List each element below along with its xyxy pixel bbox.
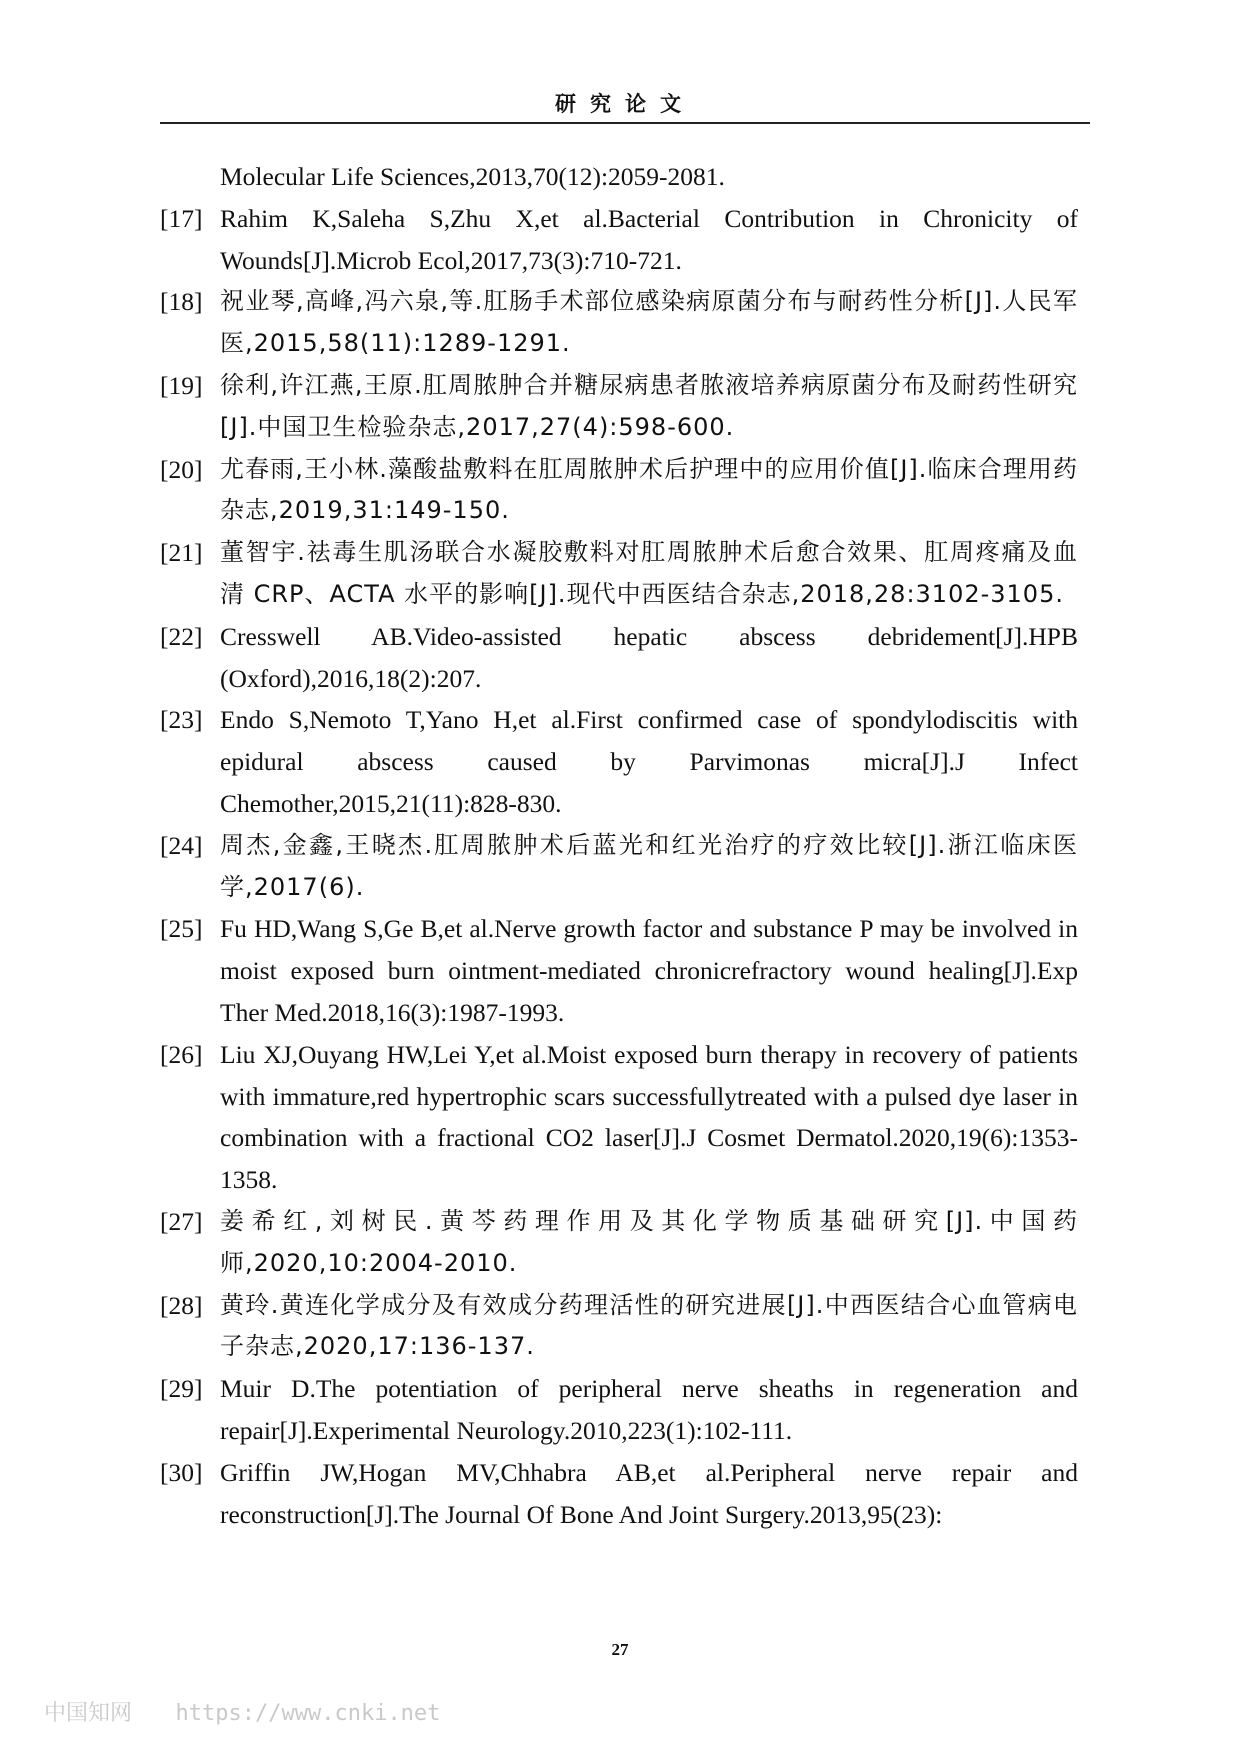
- reference-item: [160, 825, 1078, 909]
- reference-text: 黄玲.黄连化学成分及有效成分药理活性的研究进展[J].中西医结合心血管病电子杂志,2020,17:136-137.: [220, 1290, 1078, 1361]
- reference-number: [28]: [160, 1290, 203, 1320]
- reference-number: [18]: [160, 287, 203, 317]
- reference-text: Endo S,Nemoto T,Yano H,et al.First confirmed case of spondylodiscitis with epidural abscess caused by Parvimonas micra[J].J Infect Chemother,2015,21(11):828-830.: [220, 705, 1078, 818]
- header-title: 研究论文: [555, 92, 695, 116]
- reference-item: [160, 365, 1078, 449]
- reference-item: [160, 532, 1078, 616]
- reference-text: Cresswell AB.Video-assisted hepatic abscess debridement[J].HPB (Oxford),2016,18(2):207.: [220, 621, 1078, 693]
- reference-item: [160, 1285, 1078, 1369]
- reference-item: [160, 1452, 1078, 1536]
- reference-item: [160, 908, 1078, 1033]
- reference-text: 尤春雨,王小林.藻酸盐敷料在肛周脓肿术后护理中的应用价值[J].临床合理用药杂志,2019,31:149-150.: [220, 454, 1078, 525]
- header-rule: [160, 122, 1090, 124]
- page-number: 27: [611, 1640, 629, 1659]
- reference-item: [160, 1201, 1078, 1285]
- reference-number: [26]: [160, 1039, 203, 1069]
- running-header: [160, 84, 1090, 126]
- reference-item: [160, 198, 1078, 282]
- reference-list: [160, 156, 1078, 1535]
- reference-text: Rahim K,Saleha S,Zhu X,et al.Bacterial Contribution in Chronicity of Wounds[J].Microb Ecol,2017,73(3):710-721.: [220, 203, 1078, 275]
- reference-text: 董智宇.祛毒生肌汤联合水凝胶敷料对肛周脓肿术后愈合效果、肛周疼痛及血清 CRP、ACTA 水平的影响[J].现代中西医结合杂志,2018,28:3102-3105.: [220, 538, 1078, 608]
- reference-number: [22]: [160, 621, 203, 651]
- reference-item: [160, 449, 1078, 533]
- reference-number: [17]: [160, 203, 203, 233]
- reference-item: [160, 1034, 1078, 1201]
- reference-text: 姜希红,刘树民.黄芩药理作用及其化学物质基础研究[J].中国药师,2020,10:2004-2010.: [220, 1206, 1078, 1277]
- reference-text: 徐利,许江燕,王原.肛周脓肿合并糖尿病患者脓液培养病原菌分布及耐药性研究[J].中国卫生检验杂志,2017,27(4):598-600.: [220, 370, 1078, 441]
- reference-item: [160, 1368, 1078, 1452]
- watermark-logo-text: 中国知网: [44, 1701, 133, 1726]
- cnki-watermark: [44, 1696, 440, 1727]
- reference-number: [30]: [160, 1457, 203, 1487]
- reference-number: [19]: [160, 370, 203, 400]
- reference-item: [160, 156, 1078, 198]
- watermark-url: https://www.cnki.net: [175, 1701, 441, 1726]
- reference-number: [24]: [160, 830, 203, 860]
- reference-number: [29]: [160, 1374, 203, 1404]
- reference-number: [21]: [160, 538, 203, 568]
- reference-number: [25]: [160, 914, 203, 944]
- reference-text: Fu HD,Wang S,Ge B,et al.Nerve growth factor and substance P may be involved in moist exposed burn ointment-mediated chronicrefractory wound healing[J].Exp Ther Med.2018,16(3):1987-1993.: [220, 914, 1078, 1027]
- reference-item: [160, 699, 1078, 824]
- reference-text: 祝业琴,高峰,冯六泉,等.肛肠手术部位感染病原菌分布与耐药性分析[J].人民军医,2015,58(11):1289-1291.: [220, 287, 1078, 358]
- reference-number: [20]: [160, 454, 203, 484]
- reference-item: [160, 616, 1078, 700]
- reference-text: Molecular Life Sciences,2013,70(12):2059-2081.: [220, 162, 725, 191]
- reference-number: [23]: [160, 705, 203, 735]
- reference-text: Griffin JW,Hogan MV,Chhabra AB,et al.Peripheral nerve repair and reconstruction[J].The Journal Of Bone And Joint Surgery.2013,95(23):: [220, 1457, 1078, 1529]
- reference-item: [160, 281, 1078, 365]
- reference-text: Liu XJ,Ouyang HW,Lei Y,et al.Moist exposed burn therapy in recovery of patients with immature,red hypertrophic scars successfullytreated with a pulsed dye laser in combination with a fractional CO2 laser[J].J Cosmet Dermatol.2020,19(6):1353-1358.: [220, 1039, 1078, 1195]
- reference-text: Muir D.The potentiation of peripheral nerve sheaths in regeneration and repair[J].Experimental Neurology.2010,223(1):102-111.: [220, 1374, 1078, 1445]
- reference-number: [27]: [160, 1206, 203, 1236]
- reference-text: 周杰,金鑫,王晓杰.肛周脓肿术后蓝光和红光治疗的疗效比较[J].浙江临床医学,2017(6).: [220, 830, 1078, 901]
